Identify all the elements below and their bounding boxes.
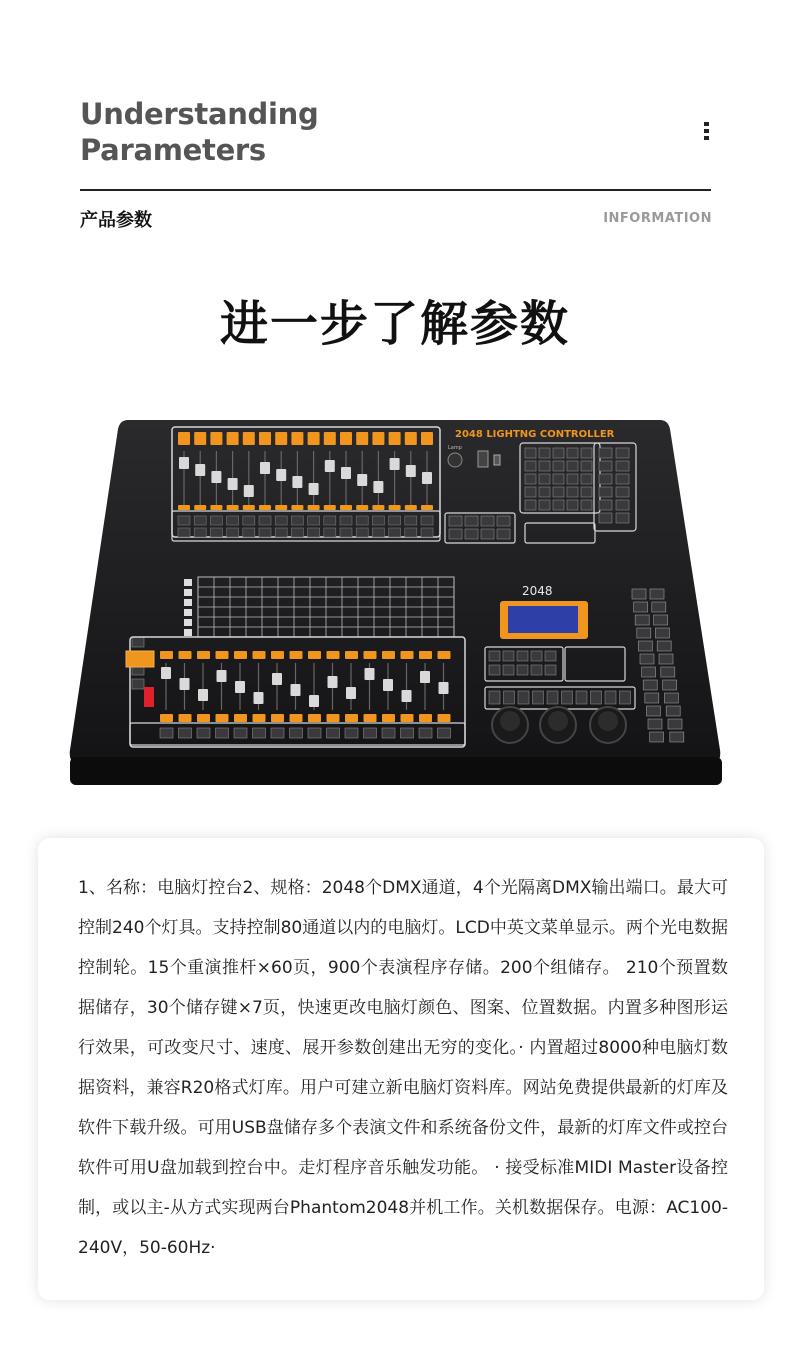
spec-description: 1、名称：电脑灯控台2、规格：2048个DMX通道，4个光隔离DMX输出端口。最大可控制240个灯具。支持控制80通道以内的电脑灯。LCD中英文菜单显示。两个光电数据控制轮。15个重演推杆×60页，900个表演程序存储。200个组储存。 210个预置数据储存，30个储存键×7页，快速更改电脑灯颜色、图案、位置数据。内置多种图形运行效果，可改变尺寸、速度、展开参数创建出无穷的变化。· 内置超过8000种电脑灯数据资料，兼容R20格式灯库。用户可建立新电脑灯资料库。网站免费提供最新的灯库及软件下载升级。可用USB盘储存多个表演文件和系统备份文件，最新的灯库文件或控台软件可用U盘加载到控台中。走灯程序音乐触发功能。 · 接受标准MIDI Master设备控制，或以主-从方式实现两台Phantom2048并机工作。关机数据保存。电源：AC100-240V，50-60Hz· [78,878,728,1258]
header-divider [80,189,711,191]
section-label-en: INFORMATION [603,211,712,226]
spec-card [38,838,764,1300]
header-title-line-1: Understanding [80,97,319,131]
header-title-line-2: Parameters [80,133,266,167]
lighting-console-image [60,405,730,800]
console-panel-label: 2048 LIGHTNG CONTROLLER [455,429,615,440]
section-label-cn: 产品参数 [80,210,152,231]
page-header-title [80,96,318,168]
main-heading: 进一步了解参数 [219,296,570,352]
lcd-model-label: 2048 [522,584,553,598]
menu-icon[interactable] [704,122,710,142]
lamp-label: Lamp [448,445,462,451]
